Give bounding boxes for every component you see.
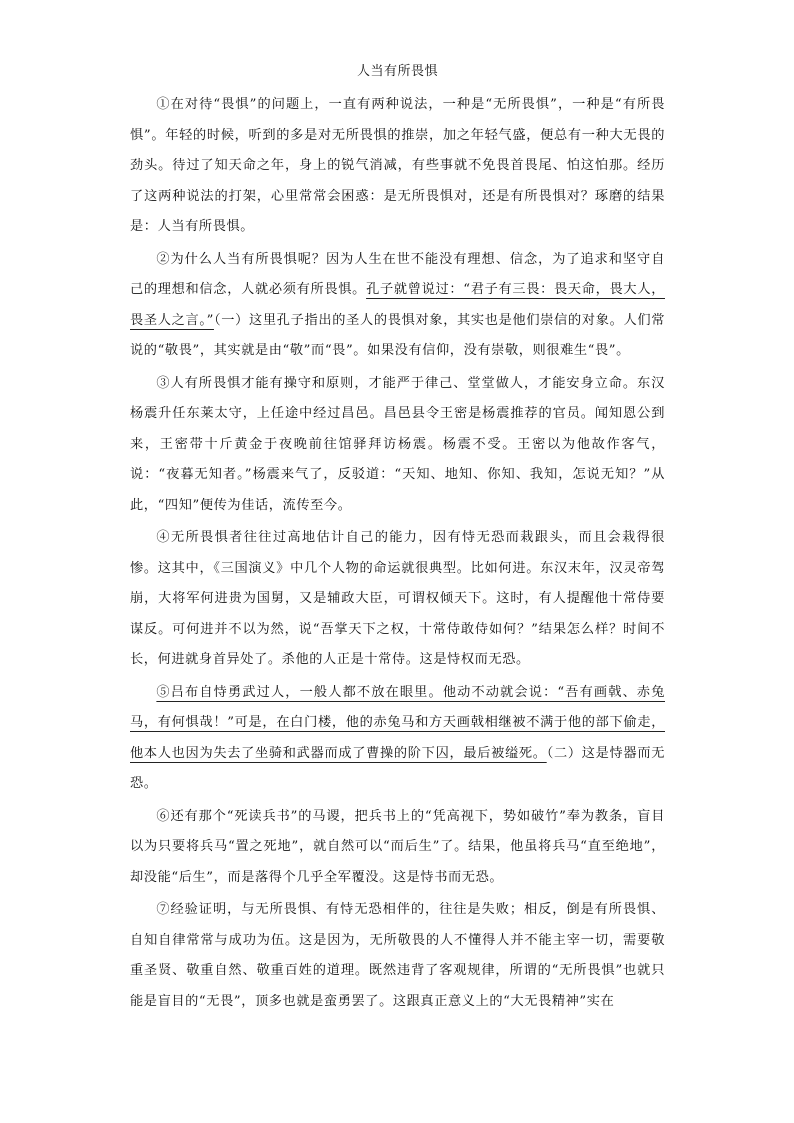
paragraph-1: ①在对待“畏惧”的问题上，一直有两种说法，一种是“无所畏惧”，一种是“有所畏惧”。年轻的时候，听到的多是对无所畏惧的推崇，加之年轻气盛，便总有一种大无畏的劲头。待过了知天命之年，身上的锐气消减，有些事就不免畏首畏尾、怕这怕那。经历了这两种说法的打架，心里常常会困惑：是无所畏惧对，还是有所畏惧对？琢磨的结果是：人当有所畏惧。 — [130, 97, 665, 234]
paragraph-2-text-b: （一）这里孔子指出的圣人的畏惧对象，其实也是他们崇信的对象。人们常说的“敬畏”，其实就是由“敬”而“畏”。如果没有信仰，没有崇敬，则很难生“畏”。 — [130, 312, 665, 358]
paragraph-3: ③人有所畏惧才能有操守和原则，才能严于律己、堂堂做人，才能安身立命。东汉杨震升任东莱太守，上任途中经过昌邑。昌邑县令王密是杨震推荐的官员。闻知恩公到来，王密带十斤黄金于夜晚前往馆驿拜访杨震。杨震不受。王密以为他故作客气，说：“夜暮无知者。”杨震来气了，反驳道：“天知、地知、你知、我知，怎说无知？”从此，“四知”便传为佳话，流传至今。 — [130, 375, 665, 513]
paragraph-4: ④无所畏惧者往往过高地估计自己的能力，因有恃无恐而栽跟头，而且会栽得很惨。这其中，《三国演义》中几个人物的命运就很典型。比如何进。东汉末年，汉灵帝驾崩，大将军何进贵为国舅，又是辅政大臣，可谓权倾天下。这时，有人提醒他十常侍要谋反。可何进并不以为然，说“吾掌天下之权，十常侍敢侍如何？”结果怎么样？时间不长，何进就身首异处了。杀他的人正是十常侍。这是恃权而无恐。 — [130, 530, 665, 667]
document-title: 人当有所畏惧 — [356, 64, 438, 79]
paragraph-2-text-a: ②为什么人当有所畏惧呢？因为人生在世不能没有理想、信念，为了追求和坚守自己的理想和信念，人就必须有所畏惧。 — [130, 251, 665, 297]
paragraph-2-underlined-quote: 孔子就曾说过：“君子有三畏：畏天命，畏大人，畏圣人之言。” — [130, 282, 665, 328]
paragraph-2 — [130, 245, 665, 367]
paragraph-5-underlined-text: ⑤吕布自恃勇武过人，一般人都不放在眼里。他动不动就会说：“吾有画戟、赤兔马，有何惧哉！”可是，在白门楼，他的赤兔马和方天画戟相继被不满于他的部下偷走，他本人也因为失去了坐骑和武器而成了曹操的阶下囚，最后被缢死。 — [130, 684, 665, 761]
paragraph-6: ⑥还有那个“死读兵书”的马谡，把兵书上的“凭高视下，势如破竹”奉为教条，盲目以为只要将兵马“置之死地”，就自然可以“而后生”了。结果，他虽将兵马“直至绝地”，却没能“后生”，而是落得个几乎全军覆没。这是恃书而无恐。 — [130, 808, 665, 885]
paragraph-5-text-b: （二）这是恃器而无恐。 — [130, 745, 665, 791]
document-page — [130, 62, 665, 1019]
paragraph-5 — [130, 678, 665, 800]
paragraph-7: ⑦经验证明，与无所畏惧、有恃无恐相伴的，往往是失败；相反，倒是有所畏惧、自知自律常常与成功为伍。这是因为，无所敬畏的人不懂得人并不能主宰一切，需要敬重圣贤、敬重自然、敬重百姓的道理。既然违背了客观规律，所谓的“无所畏惧”也就只能是盲目的“无畏”，顶多也就是蛮勇罢了。这跟真正意义上的“大无畏精神”实在 — [130, 902, 665, 1009]
